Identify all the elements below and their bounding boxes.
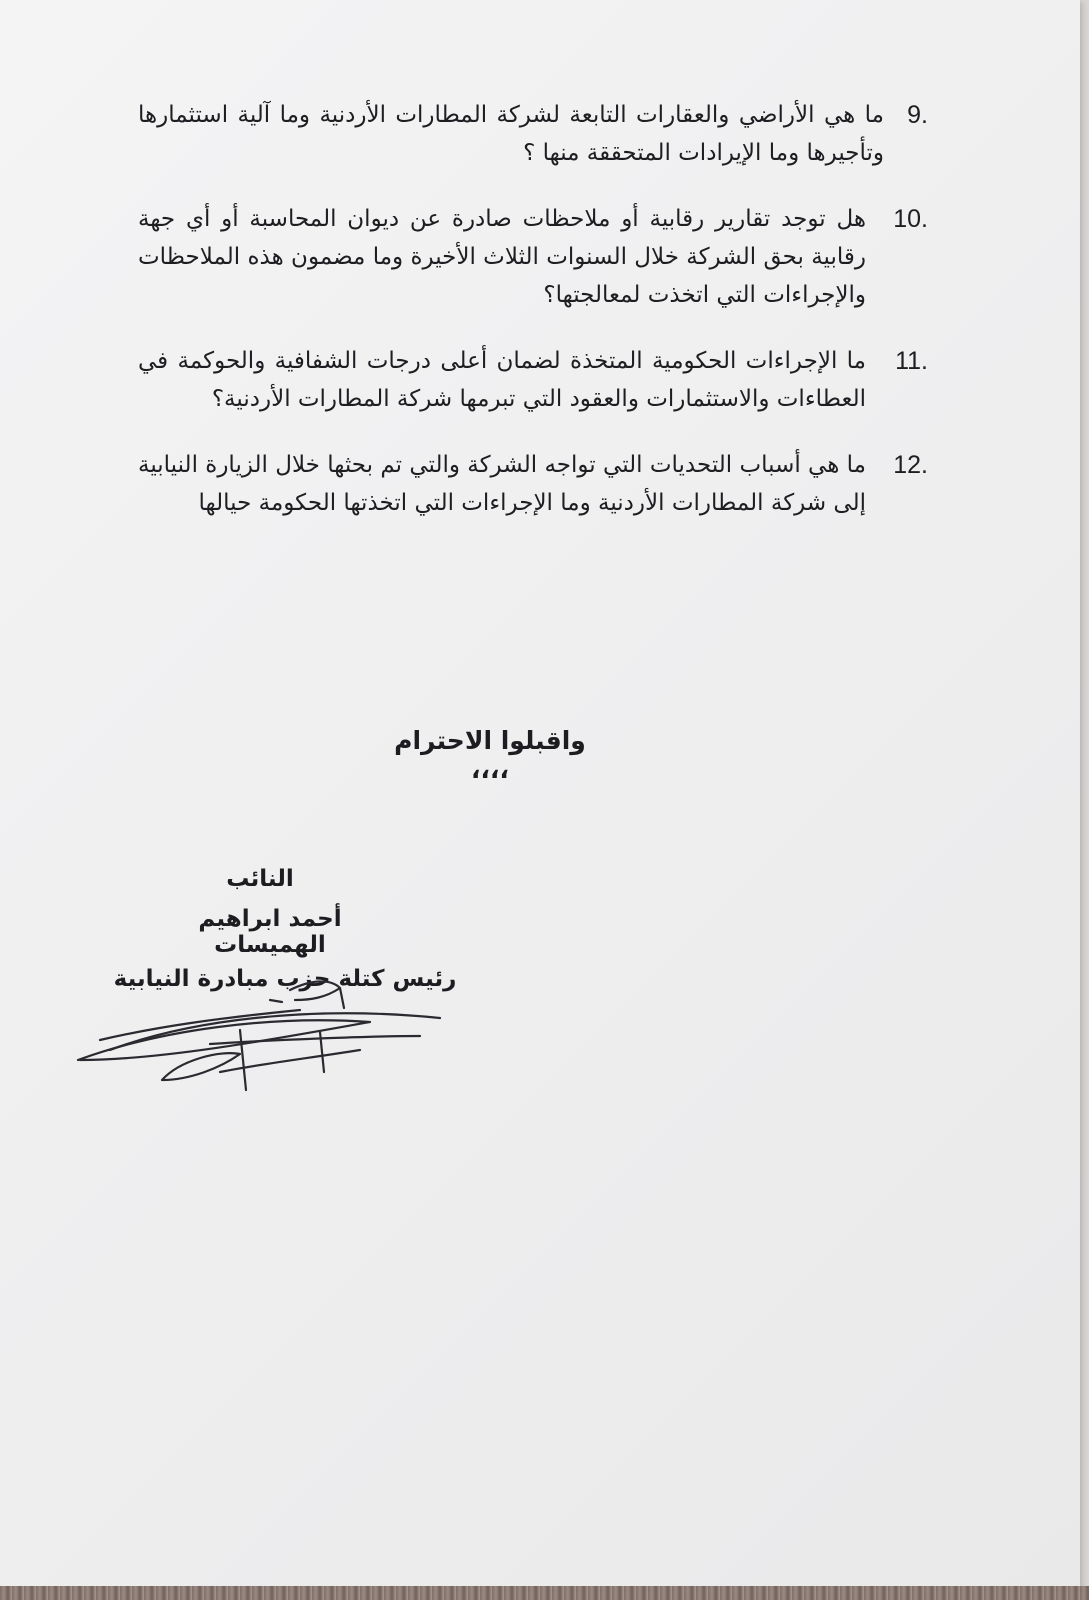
signatory-role: رئيس كتلة حزب مبادرة النيابية (113, 966, 457, 992)
question-number: 11. (895, 347, 928, 375)
question-item (138, 200, 928, 314)
question-item (138, 342, 928, 418)
signatory-name: أحمد ابراهيم الهميسات (198, 906, 342, 958)
question-item (138, 446, 928, 522)
closing-greeting: واقبلوا الاحترام ،،،، (394, 726, 586, 784)
question-text: ما الإجراءات الحكومية المتخذة لضمان أعلى درجات الشفافية والحوكمة في العطاءات والاستثمارات والعقود التي تبرمها شركة المطارات الأردنية؟ (138, 348, 866, 412)
background-floor (0, 1586, 1089, 1600)
question-text: ما هي الأراضي والعقارات التابعة لشركة المطارات الأردنية وما آلية استثمارها وتأجيرها وما الإيرادات المتحققة منها ؟ (138, 102, 884, 166)
signatory-title: النائب (226, 866, 294, 892)
question-number: 9. (907, 101, 928, 129)
question-number: 12. (893, 451, 928, 479)
questions-list (138, 96, 928, 550)
question-text: ما هي أسباب التحديات التي تواجه الشركة والتي تم بحثها خلال الزيارة النيابية إلى شركة المطارات الأردنية وما الإجراءات التي اتخذتها الحكومة حيالها (138, 452, 866, 516)
question-item (138, 96, 928, 172)
question-number: 10. (893, 205, 928, 233)
handwritten-signature (70, 960, 450, 1110)
question-text: هل توجد تقارير رقابية أو ملاحظات صادرة عن ديوان المحاسبة أو أي جهة رقابية بحق الشركة خلال السنوات الثلاث الأخيرة وما مضمون هذه الملاحظات والإجراءات التي اتخذت لمعالجتها؟ (138, 206, 866, 308)
